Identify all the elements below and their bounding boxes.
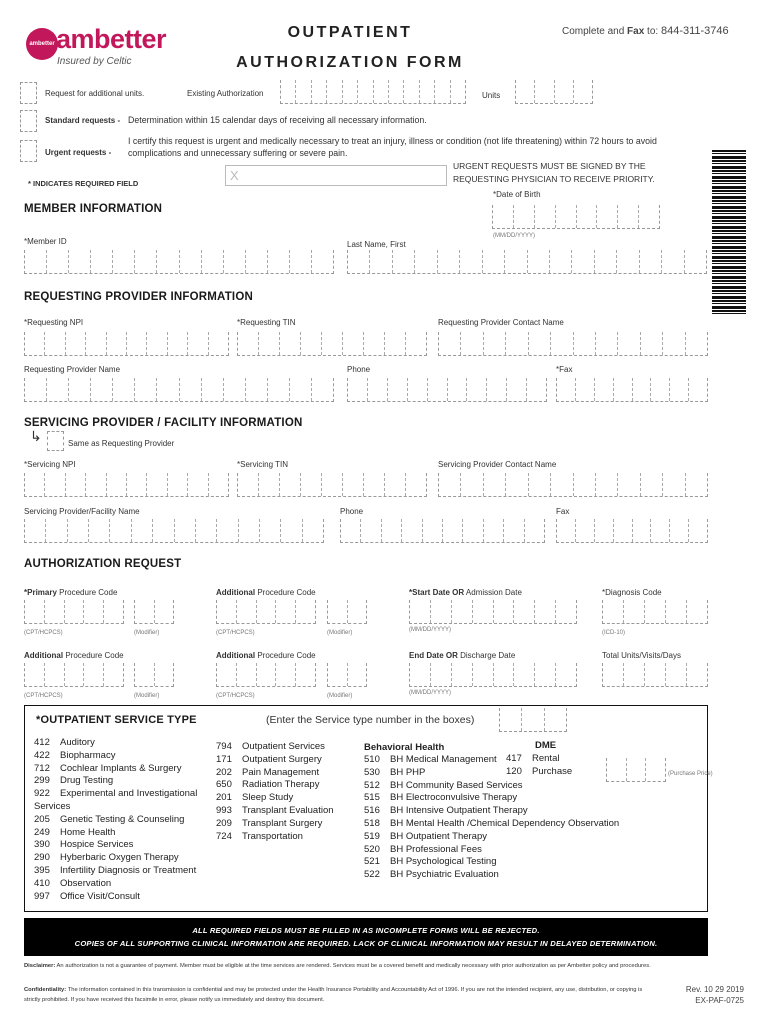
fax-prefix: Complete and <box>562 26 628 37</box>
service-row-2-4 <box>216 779 334 792</box>
fax-number: 844-311-3746 <box>660 25 729 37</box>
code: 412 <box>34 737 50 748</box>
end-date-label <box>409 651 515 660</box>
form-number: EX-PAF-0725 <box>695 996 744 1005</box>
dob-label: *Date of Birth <box>493 190 541 199</box>
additional-modifier-input-2[interactable] <box>134 663 174 687</box>
servicing-npi-label: *Servicing NPI <box>24 460 76 469</box>
additional-modifier-input-1[interactable] <box>327 600 367 624</box>
requesting-contact-label: Requesting Provider Contact Name <box>438 318 564 327</box>
signature-x: X <box>230 168 239 183</box>
code: 249 <box>34 826 50 838</box>
primary-procedure-label <box>24 588 117 597</box>
primary-bold: *Primary <box>24 588 57 597</box>
service-row-1-4 <box>34 775 197 788</box>
service-row-2-8 <box>216 831 334 844</box>
revision-date: Rev. 10 29 2019 <box>685 985 744 994</box>
service-row-2-1 <box>216 741 334 754</box>
name: Infertility Diagnosis or Treatment <box>60 864 197 876</box>
standard-request-checkbox[interactable] <box>20 110 37 132</box>
name: Outpatient Surgery <box>242 753 322 765</box>
urgent-request-checkbox[interactable] <box>20 140 37 162</box>
code: 794 <box>216 741 232 752</box>
requesting-provider-heading: REQUESTING PROVIDER INFORMATION <box>24 291 253 303</box>
code: 518 <box>364 817 380 829</box>
name: BH Psychiatric Evaluation <box>390 869 499 881</box>
code: 522 <box>364 869 380 881</box>
diagnosis-icd-hint: (ICD-10) <box>602 630 626 636</box>
requesting-name-input[interactable] <box>24 378 334 402</box>
additional-procedure-label-1 <box>216 588 316 597</box>
code: 417 <box>506 753 522 764</box>
servicing-fax-input[interactable] <box>556 519 708 543</box>
urgent-request-text: I certify this request is urgent and medically necessary to treat an injury, illness or condition (not life threatening) within 72 hours to avoid complications and unnecessary suffering or severe pain. <box>128 136 657 158</box>
fax-instruction <box>562 25 729 37</box>
code: 997 <box>34 890 50 902</box>
service-row-2-7 <box>216 818 334 831</box>
service-row-1-13 <box>34 891 197 904</box>
servicing-contact-input[interactable] <box>438 473 708 497</box>
code: 712 <box>34 762 50 774</box>
existing-authorization-input[interactable] <box>280 80 466 104</box>
standard-request-label: Standard requests - <box>45 116 121 125</box>
code: 521 <box>364 856 380 868</box>
start-date-label <box>409 588 522 597</box>
name: Auditory <box>60 737 95 748</box>
code: 993 <box>216 804 232 816</box>
total-units-input[interactable] <box>602 663 708 687</box>
additional-procedure-input-1[interactable] <box>216 600 316 624</box>
start-rest: Admission Date <box>464 588 522 597</box>
code: 724 <box>216 830 232 842</box>
warning-banner <box>24 918 708 956</box>
name: Biopharmacy <box>60 749 116 761</box>
code: 650 <box>216 779 232 791</box>
servicing-name-label: Servicing Provider/Facility Name <box>24 507 140 516</box>
code: 515 <box>364 792 380 804</box>
purchase-price-input[interactable] <box>606 758 666 782</box>
logo-tagline: Insured by Celtic <box>57 56 132 67</box>
code: 516 <box>364 805 380 817</box>
code: 422 <box>34 749 50 761</box>
servicing-provider-heading: SERVICING PROVIDER / FACILITY INFORMATION <box>24 417 303 429</box>
logo-badge-text: ambetter <box>29 41 55 47</box>
urgent-request-label: Urgent requests - <box>45 148 112 157</box>
additional-modifier-hint-1: (Modifier) <box>327 630 353 636</box>
code: 171 <box>216 753 232 765</box>
name: BH Electroconvulsive Therapy <box>390 792 518 804</box>
service-row-1-6 <box>34 801 197 814</box>
additional-cpt-hint-3: (CPT/HCPCS) <box>216 693 255 699</box>
purchase-price-hint: (Purchase Price) <box>668 771 713 777</box>
requesting-npi-input[interactable] <box>24 332 229 356</box>
additional-modifier-hint-3: (Modifier) <box>327 693 353 699</box>
name: Sleep Study <box>242 792 294 804</box>
requesting-tin-label: *Requesting TIN <box>237 318 296 327</box>
code: 299 <box>34 775 50 787</box>
service-row-3-9 <box>364 856 619 869</box>
member-id-input[interactable] <box>24 250 334 274</box>
requesting-phone-label: Phone <box>347 365 371 374</box>
dob-input[interactable] <box>492 205 660 229</box>
banner-line-2: COPIES OF ALL SUPPORTING CLINICAL INFORMATION ARE REQUIRED. LACK OF CLINICAL INFORMATION MAY RESULT IN DELAYED DETERMINATION. <box>74 939 658 948</box>
servicing-npi-input[interactable] <box>24 473 229 497</box>
name: BH Intensive Outpatient Therapy <box>390 805 528 817</box>
name: Experimental and Investigational <box>60 788 198 800</box>
name: BH Medical Management <box>390 754 497 765</box>
primary-cpt-hint: (CPT/HCPCS) <box>24 630 63 636</box>
same-as-requesting-arrow-icon: ↳ <box>30 428 42 444</box>
start-date-input[interactable] <box>409 600 577 624</box>
requesting-phone-input[interactable] <box>347 378 547 402</box>
name: Home Health <box>60 826 116 838</box>
service-row-3-3 <box>364 780 619 793</box>
service-row-3-7 <box>364 831 619 844</box>
primary-procedure-input[interactable] <box>24 600 124 624</box>
service-column-2 <box>216 741 334 843</box>
dme-heading: DME <box>535 740 557 751</box>
servicing-tin-label: *Servicing TIN <box>237 460 288 469</box>
service-row-2-5 <box>216 792 334 805</box>
member-id-label: *Member ID <box>24 237 67 246</box>
additional-units-checkbox[interactable] <box>20 82 37 104</box>
end-rest: Discharge Date <box>457 651 516 660</box>
name: BH Mental Health /Chemical Dependency Observation <box>390 817 620 829</box>
name: Hospice Services <box>60 839 134 851</box>
service-type-instruction: (Enter the Service type number in the boxes) <box>266 714 475 726</box>
servicing-fax-label: Fax <box>556 507 570 516</box>
servicing-phone-input[interactable] <box>340 519 545 543</box>
logo-badge-icon <box>26 28 58 60</box>
service-row-3-2 <box>364 767 619 780</box>
name: Hyberbaric Oxygen Therapy <box>60 852 179 864</box>
member-info-heading: MEMBER INFORMATION <box>24 203 163 215</box>
service-row-1-1 <box>34 737 197 750</box>
barcode <box>712 150 746 315</box>
dme-row-2 <box>506 766 572 779</box>
form-title-line2: AUTHORIZATION FORM <box>236 54 464 71</box>
requesting-npi-label: *Requesting NPI <box>24 318 84 327</box>
standard-request-text: Determination within 15 calendar days of receiving all necessary information. <box>128 115 427 125</box>
name: Services <box>34 800 71 812</box>
name: Transplant Evaluation <box>242 804 334 816</box>
servicing-phone-label: Phone <box>340 507 364 516</box>
code: 202 <box>216 766 232 778</box>
additional-modifier-input-3[interactable] <box>327 663 367 687</box>
servicing-name-input[interactable] <box>24 519 324 543</box>
requesting-tin-input[interactable] <box>237 332 427 356</box>
service-row-2-6 <box>216 805 334 818</box>
same-as-requesting-checkbox[interactable] <box>47 431 64 451</box>
service-column-3 <box>364 754 619 882</box>
logo-brand: ambetter <box>56 24 167 54</box>
name: BH Professional Fees <box>390 843 482 855</box>
behavioral-health-heading: Behavioral Health <box>364 742 445 753</box>
total-units-label: Total Units/Visits/Days <box>602 651 681 660</box>
physician-signature-field[interactable] <box>225 165 447 186</box>
code: 512 <box>364 779 380 791</box>
code: 410 <box>34 877 50 889</box>
service-row-3-1 <box>364 754 619 767</box>
name: Rental <box>532 753 560 764</box>
primary-rest: Procedure Code <box>56 588 118 597</box>
service-row-1-3 <box>34 763 197 776</box>
additional-rest-2: Procedure Code <box>63 651 124 660</box>
code: 120 <box>506 765 522 777</box>
member-name-label: Last Name, First <box>347 240 406 249</box>
code: 530 <box>364 766 380 778</box>
service-row-2-2 <box>216 754 334 767</box>
service-row-1-10 <box>34 852 197 865</box>
code: 510 <box>364 754 380 765</box>
additional-procedure-input-3[interactable] <box>216 663 316 687</box>
form-title-line1: OUTPATIENT <box>287 24 413 41</box>
end-date-input[interactable] <box>409 663 577 687</box>
banner-line-1: ALL REQUIRED FIELDS MUST BE FILLED IN AS INCOMPLETE FORMS WILL BE REJECTED. <box>192 926 540 935</box>
name: Radiation Therapy <box>242 779 320 791</box>
service-row-1-8 <box>34 827 197 840</box>
code: 290 <box>34 852 50 864</box>
code: 205 <box>34 813 50 825</box>
service-row-3-6 <box>364 818 619 831</box>
units-input[interactable] <box>515 80 593 104</box>
additional-rest-1: Procedure Code <box>255 588 316 597</box>
code: 519 <box>364 830 380 842</box>
fax-bold: Fax <box>627 26 645 37</box>
name: BH Psychological Testing <box>390 856 497 868</box>
service-column-1 <box>34 737 197 903</box>
authorization-request-heading: AUTHORIZATION REQUEST <box>24 558 182 570</box>
requesting-contact-input[interactable] <box>438 332 708 356</box>
service-row-3-10 <box>364 869 619 882</box>
disclaimer-text: An authorization is not a guarantee of payment. Member must be eligible at the time services are rendered. Services must be a covered benefit and medically necessary with prior authorization as per Ambetter policy and procedures. <box>55 963 651 969</box>
name: BH Community Based Services <box>390 779 523 791</box>
confidentiality-text: The information contained in this transmission is confidential and may be protected under the Health Insurance Portability and Accountability Act of 1996. If you are not the intended recipient, any use, distribution, or copying is strictly prohibited. If you have received this facsimile in error, please notify us immediately and destroy this document. <box>24 987 643 1003</box>
name: Cochlear Implants & Surgery <box>60 762 182 774</box>
service-row-1-7 <box>34 814 197 827</box>
service-row-1-12 <box>34 878 197 891</box>
additional-rest-3: Procedure Code <box>255 651 316 660</box>
start-bold: *Start Date OR <box>409 588 465 597</box>
diagnosis-code-input[interactable] <box>602 600 708 624</box>
service-row-2-3 <box>216 767 334 780</box>
service-row-3-4 <box>364 792 619 805</box>
code: 209 <box>216 817 232 829</box>
primary-modifier-input[interactable] <box>134 600 174 624</box>
diagnosis-code-label: *Diagnosis Code <box>602 588 662 597</box>
logo <box>26 24 186 70</box>
additional-cpt-hint-1: (CPT/HCPCS) <box>216 630 255 636</box>
additional-cpt-hint-2: (CPT/HCPCS) <box>24 693 63 699</box>
confidentiality <box>24 985 654 1005</box>
urgent-sign-note: URGENT REQUESTS MUST BE SIGNED BY THE REQUESTING PHYSICIAN TO RECEIVE PRIORITY. <box>453 161 655 184</box>
service-type-input[interactable] <box>499 708 567 732</box>
start-date-format: (MM/DD/YYYY) <box>409 627 451 633</box>
additional-procedure-label-3 <box>216 651 316 660</box>
service-row-1-9 <box>34 839 197 852</box>
name: Transplant Surgery <box>242 817 323 829</box>
name: Transportation <box>242 830 303 842</box>
code: 520 <box>364 843 380 855</box>
name: Genetic Testing & Counseling <box>60 813 185 825</box>
code: 395 <box>34 864 50 876</box>
code: 922 <box>34 788 50 800</box>
dme-row-1 <box>506 753 572 766</box>
end-bold: End Date OR <box>409 651 458 660</box>
additional-bold-1: Additional <box>216 588 256 597</box>
service-row-3-8 <box>364 844 619 857</box>
additional-procedure-label-2 <box>24 651 124 660</box>
name: Observation <box>60 877 112 889</box>
servicing-contact-label: Servicing Provider Contact Name <box>438 460 557 469</box>
service-row-1-2 <box>34 750 197 763</box>
units-label: Units <box>482 91 501 100</box>
additional-modifier-hint-2: (Modifier) <box>134 693 160 699</box>
additional-units-label: Request for additional units. <box>45 89 145 98</box>
name: Purchase <box>532 765 573 777</box>
requesting-name-label: Requesting Provider Name <box>24 365 121 374</box>
service-type-heading: *OUTPATIENT SERVICE TYPE <box>36 714 197 726</box>
service-row-1-5 <box>34 788 197 801</box>
additional-bold-2: Additional <box>24 651 64 660</box>
servicing-tin-input[interactable] <box>237 473 427 497</box>
additional-bold-3: Additional <box>216 651 256 660</box>
service-row-3-5 <box>364 805 619 818</box>
requesting-fax-input[interactable] <box>556 378 708 402</box>
code: 390 <box>34 839 50 851</box>
name: Drug Testing <box>60 775 114 787</box>
service-row-1-11 <box>34 865 197 878</box>
revision <box>664 984 744 1006</box>
same-as-requesting-label: Same as Requesting Provider <box>68 439 175 448</box>
existing-authorization-label: Existing Authorization <box>187 89 264 98</box>
disclaimer <box>24 962 654 971</box>
primary-modifier-hint: (Modifier) <box>134 630 160 636</box>
required-field-note: * INDICATES REQUIRED FIELD <box>28 179 139 188</box>
name: Office Visit/Consult <box>60 890 140 902</box>
confidentiality-label: Confidentiality: <box>24 987 67 993</box>
name: Pain Management <box>242 766 320 778</box>
name: Outpatient Services <box>242 741 325 752</box>
disclaimer-label: Disclaimer: <box>24 963 56 969</box>
dob-format: (MM/DD/YYYY) <box>493 233 535 239</box>
fax-to: to: <box>644 26 661 37</box>
name: BH PHP <box>390 766 426 778</box>
dme-column <box>506 753 572 779</box>
code: 201 <box>216 792 232 804</box>
additional-procedure-input-2[interactable] <box>24 663 124 687</box>
requesting-fax-label: *Fax <box>556 365 573 374</box>
name: BH Outpatient Therapy <box>390 830 487 842</box>
member-name-input[interactable] <box>347 250 707 274</box>
end-date-format: (MM/DD/YYYY) <box>409 690 451 696</box>
